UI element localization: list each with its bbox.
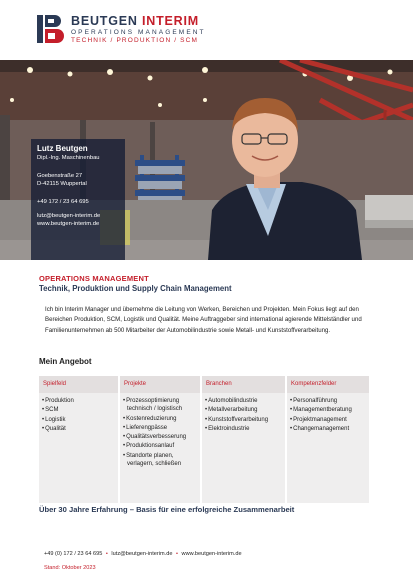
intro-paragraph: Ich bin Interim Manager und übernehme die Leitung von Werken, Bereichen und Projekten. Mein Fokus liegt auf den Bereichen Produktion, SCM, Logistik und Qualität. Meine Auftraggeber sind international agierende Mittelständler und Familienunternehmen ab 500 Mitarbeiter der Automobilindustrie sowie Metall- und Kunststoffverarbeitung. xyxy=(45,306,362,334)
company-logo xyxy=(37,15,206,45)
offer-column-kompetenzfelder xyxy=(287,376,369,503)
offer-item: • Qualität xyxy=(42,425,115,433)
offer-column-branchen xyxy=(202,376,285,503)
offer-item: • Metallverarbeitung xyxy=(205,406,282,414)
offer-item: • Produktion xyxy=(42,397,115,405)
offer-table xyxy=(39,376,369,503)
offer-item: • Prozessoptimierung technisch / logistisch xyxy=(123,397,197,414)
offer-item: • Changemanagement xyxy=(290,425,366,433)
footer-email-link[interactable]: lutz@beutgen-interim.de xyxy=(111,551,173,557)
offer-item: • Personalführung xyxy=(290,397,366,405)
footer-date: Stand: Oktober 2023 xyxy=(44,565,96,571)
offer-item: • Elektroindustrie xyxy=(205,425,282,433)
offer-column-header: Kompetenzfelder xyxy=(287,376,369,393)
offer-item: • Logistik xyxy=(42,416,115,424)
contact-street: Goebenstraße 27 xyxy=(37,173,83,179)
offer-column-header: Branchen xyxy=(202,376,285,393)
logo-subline-operations: OPERATIONS MANAGEMENT xyxy=(71,29,206,36)
contact-email-link[interactable]: lutz@beutgen-interim.de xyxy=(37,213,101,219)
offer-column-header: Spielfeld xyxy=(39,376,118,393)
logo-subline-technik: TECHNIK / PRODUKTION / SCM xyxy=(71,37,199,44)
contact-title: Dipl.-Ing. Maschinenbau xyxy=(37,155,100,161)
offer-item: • Managementberatung xyxy=(290,406,366,414)
offer-item: • Lieferengpässe xyxy=(123,424,197,432)
footer-separator: • xyxy=(105,551,108,557)
section-subtitle: Technik, Produktion und Supply Chain Management xyxy=(39,284,232,293)
offer-item: • SCM xyxy=(42,406,115,414)
offer-item: • Produktionsanlauf xyxy=(123,442,197,450)
offer-item: • Projektmanagement xyxy=(290,416,366,424)
offer-column-spielfeld xyxy=(39,376,118,503)
footer-website-link[interactable]: www.beutgen-interim.de xyxy=(181,551,242,557)
footer-separator: • xyxy=(176,551,178,557)
section-label: OPERATIONS MANAGEMENT xyxy=(39,274,149,283)
contact-card xyxy=(31,139,125,260)
offer-item: • Kunststoffverarbeitung xyxy=(205,416,282,424)
contact-website-link[interactable]: www.beutgen-interim.de xyxy=(37,221,100,227)
offer-column-header: Projekte xyxy=(120,376,200,393)
footer-contact xyxy=(44,551,242,557)
logo-name: BEUTGEN INTERIM xyxy=(71,14,199,28)
contact-city: D-42115 Wuppertal xyxy=(37,181,87,187)
offer-title: Mein Angebot xyxy=(39,357,92,366)
logo-mark-icon xyxy=(37,15,65,43)
offer-item: • Automobilindustrie xyxy=(205,397,282,405)
offer-item: • Kostenreduzierung xyxy=(123,415,197,423)
experience-tagline: Über 30 Jahre Erfahrung – Basis für eine erfolgreiche Zusammenarbeit xyxy=(39,505,295,514)
offer-column-projekte xyxy=(120,376,200,503)
contact-phone[interactable]: +49 172 / 23 64 695 xyxy=(37,199,89,205)
contact-name: Lutz Beutgen xyxy=(37,144,88,153)
offer-item: • Standorte planen, verlagern, schließen xyxy=(123,452,197,469)
hero-photo xyxy=(0,60,413,260)
offer-item: • Qualitätsverbesserung xyxy=(123,433,197,441)
footer-phone[interactable]: +49 (0) 172 / 23 64 695 xyxy=(44,551,103,557)
